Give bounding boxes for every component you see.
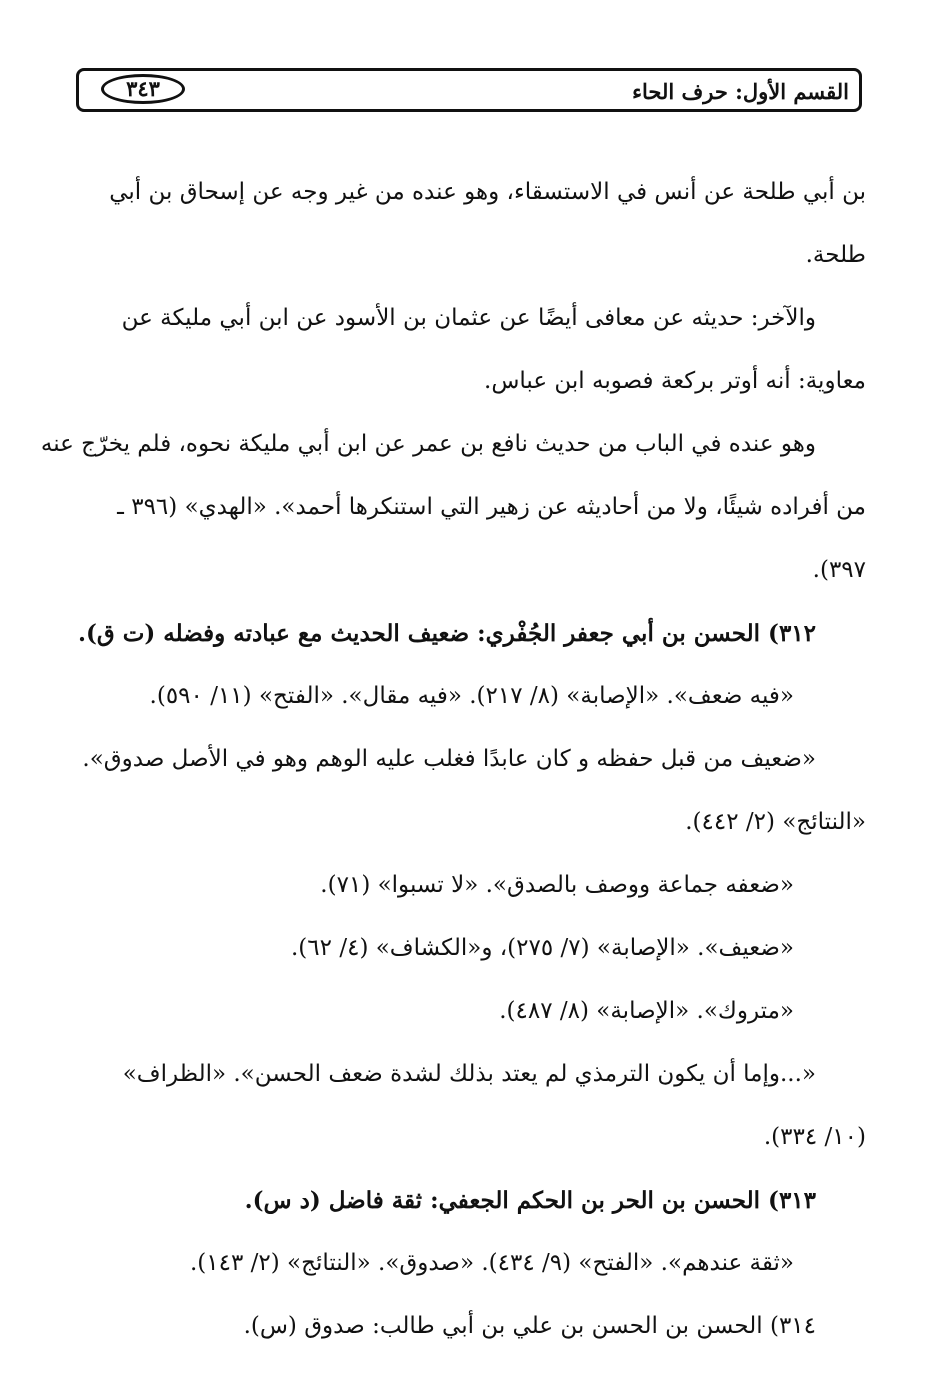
text-line: «ثقة عندهم». «الفتح» (٩/ ٤٣٤). «صدوق». «النتائج» (٢/ ١٤٣). bbox=[189, 1250, 794, 1276]
text-line: والآخر: حديثه عن معافى أيضًا عن عثمان بن الأسود عن ابن أبي مليكة عن bbox=[121, 305, 816, 331]
text-line: معاوية: أنه أوتر بركعة فصوبه ابن عباس. bbox=[484, 368, 866, 394]
entry-heading-314: ٣١٤) الحسن بن الحسن بن علي بن أبي طالب: صدوق (س). bbox=[243, 1313, 816, 1339]
text-line: طلحة. bbox=[805, 242, 866, 268]
text-line: من أفراده شيئًا، ولا من أحاديثه عن زهير التي استنكرها أحمد». «الهدي» (٣٩٦ ـ bbox=[117, 494, 866, 520]
body-text bbox=[40, 178, 866, 1375]
text-line: بن أبي طلحة عن أنس في الاستسقاء، وهو عنده من غير وجه عن إسحاق بن أبي bbox=[109, 179, 866, 205]
page-header bbox=[76, 68, 862, 112]
text-line: «النتائج» (٢/ ٤٤٢). bbox=[685, 809, 866, 835]
text-line: «ضعيف». «الإصابة» (٧/ ٢٧٥)، و«الكشاف» (٤/ ٦٢). bbox=[291, 935, 794, 961]
entry-heading-313: ٣١٣) الحسن بن الحر بن الحكم الجعفي: ثقة فاضل (د س). bbox=[244, 1187, 816, 1214]
text-line: «ضعيف من قبل حفظه و كان عابدًا فغلب عليه الوهم وهو في الأصل صدوق». bbox=[82, 746, 816, 772]
text-line: وهو عنده في الباب من حديث نافع بن عمر عن ابن أبي مليكة نحوه، فلم يخرّج عنه bbox=[40, 431, 816, 457]
page-number: ٣٤٣ bbox=[101, 74, 185, 104]
text-line: (١٠/ ٣٣٤). bbox=[763, 1124, 866, 1150]
text-line: «ضعفه جماعة ووصف بالصدق». «لا تسبوا» (٧١). bbox=[320, 872, 794, 898]
text-line: ٣٩٧). bbox=[812, 557, 866, 583]
text-line: «...وإما أن يكون الترمذي لم يعتد بذلك لشدة ضعف الحسن». «الظراف» bbox=[122, 1061, 816, 1087]
text-line: «متروك». «الإصابة» (٨/ ٤٨٧). bbox=[499, 998, 794, 1024]
entry-heading-312: ٣١٢) الحسن بن أبي جعفر الجُفْري: ضعيف الحديث مع عبادته وفضله (ت ق). bbox=[77, 620, 816, 647]
text-line: «فيه ضعف». «الإصابة» (٨/ ٢١٧). «فيه مقال». «الفتح» (١١/ ٥٩٠). bbox=[149, 683, 794, 709]
header-title: القسم الأول: حرف الحاء bbox=[632, 79, 849, 104]
